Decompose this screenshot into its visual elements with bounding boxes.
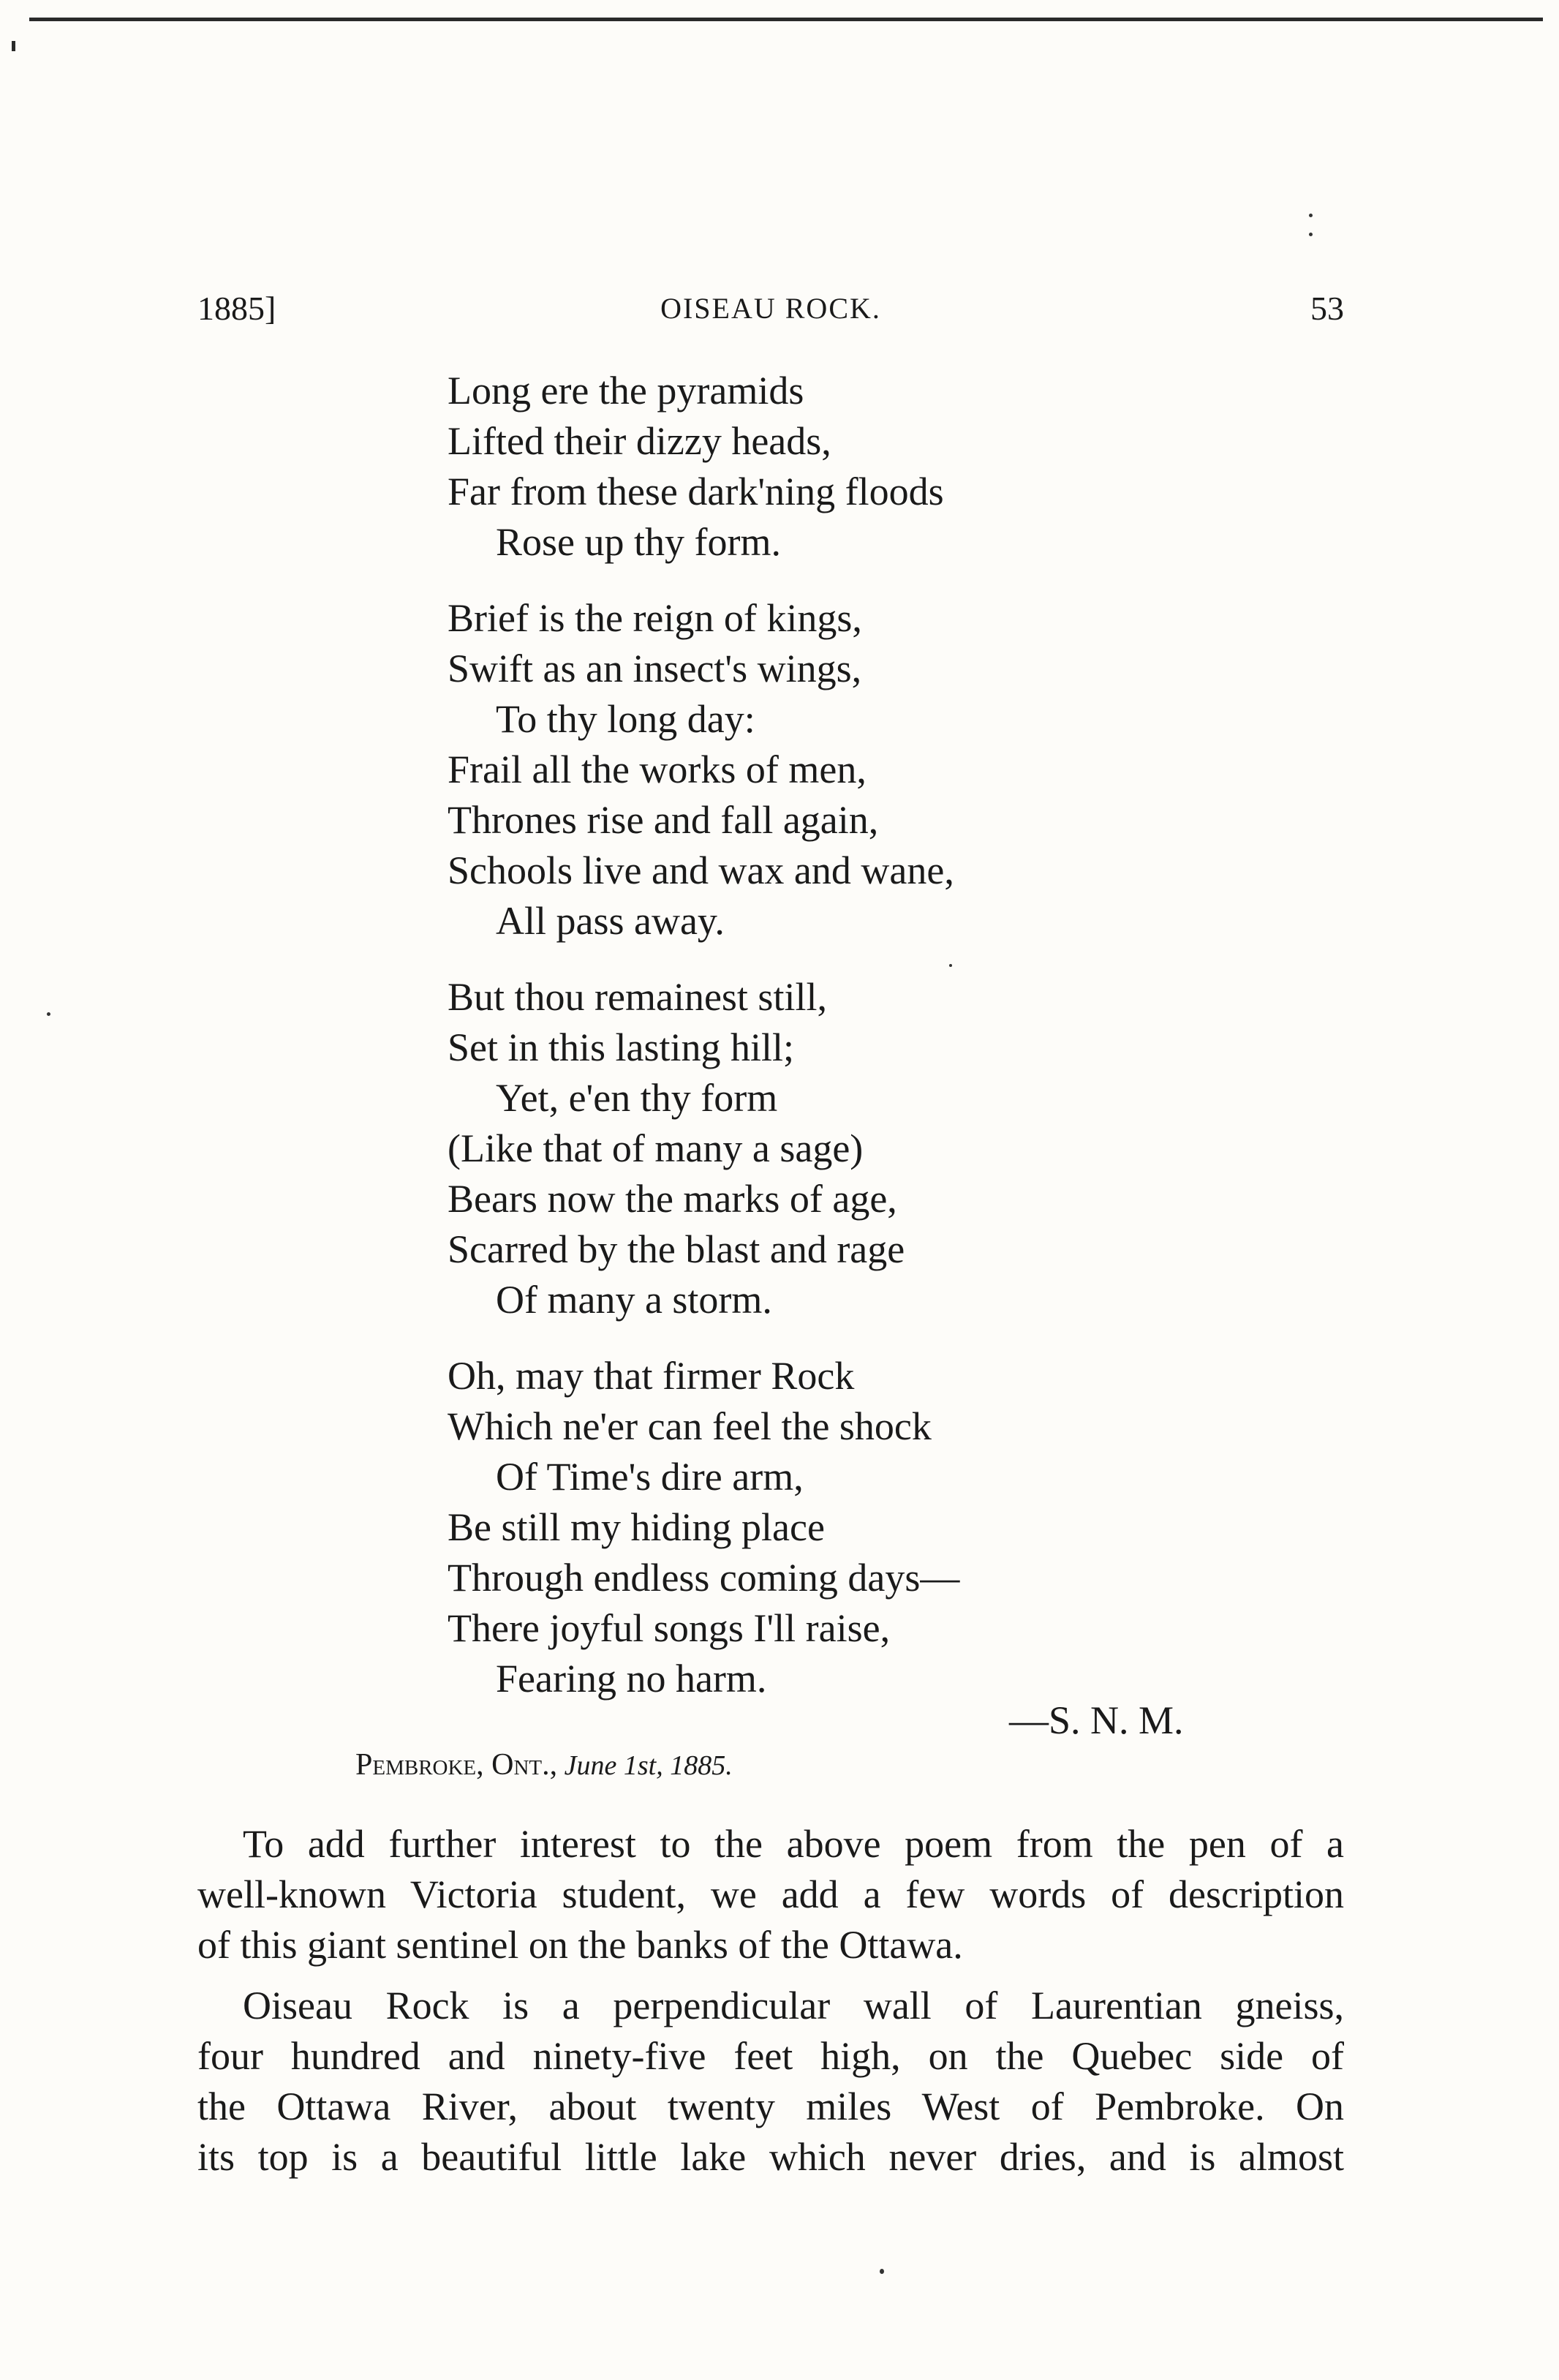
poem-line: Long ere the pyramids [448,369,804,413]
paragraph-gap [197,1970,1344,1981]
poem-line: Lifted their dizzy heads, [448,419,831,463]
poem-line: Be still my hiding place [448,1505,825,1549]
margin-mark [12,41,15,51]
poem-line: Through endless coming days— [448,1556,960,1600]
poem-line: Set in this lasting hill; [448,1025,795,1069]
poem-line: Scarred by the blast and rage [448,1227,905,1271]
poem-line: To thy long day: [496,697,755,741]
running-header [197,287,1344,331]
prose-body [197,1819,1344,2183]
poem-line: Yet, e'en thy form [496,1076,778,1120]
prose-line: well-known Victoria student, we add a few words of description [197,1872,1344,1916]
prose-line: its top is a beautiful little lake which never dries, and is almost [197,2135,1344,2179]
speck [1309,214,1313,217]
stanza [448,1351,1252,1704]
poem-line: All pass away. [496,899,725,943]
poem-dateline [355,1743,733,1788]
prose-line: Oiseau Rock is a perpendicular wall of Laurentian gneiss, [243,1984,1344,2027]
poem-line: Rose up thy form. [496,520,781,564]
page-number: 53 [1310,290,1344,327]
poem-line: But thou remainest still, [448,975,827,1019]
speck [949,964,952,967]
speck [1309,233,1313,236]
poem-line: Brief is the reign of kings, [448,596,862,640]
poem-line: Of Time's dire arm, [496,1455,804,1499]
header-year: 1885] [197,290,276,327]
poem-line: (Like that of many a sage) [448,1126,864,1170]
poem-line: Far from these dark'ning floods [448,470,944,513]
poem-line: Schools live and wax and wane, [448,848,954,892]
prose-line: of this giant sentinel on the banks of the Ottawa. [197,1923,963,1967]
top-rule [29,18,1543,21]
prose-line: four hundred and ninety-five feet high, on the Quebec side of [197,2034,1344,2078]
poem-line: Fearing no harm. [496,1657,767,1701]
poem-line: Oh, may that firmer Rock [448,1354,855,1398]
speck [880,2269,884,2274]
poem [448,366,1252,1730]
poem-line: Frail all the works of men, [448,747,867,791]
poem-signature: —S. N. M. [1009,1698,1184,1742]
poem-line: Swift as an insect's wings, [448,647,862,690]
poem-line: Of many a storm. [496,1278,772,1322]
poem-line: Which ne'er can feel the shock [448,1404,932,1448]
dateline-date: June 1st, 1885. [564,1750,733,1781]
stanza [448,366,1252,568]
poem-line: Bears now the marks of age, [448,1177,897,1221]
stanza [448,593,1252,946]
prose-line: To add further interest to the above poem from the pen of a [243,1822,1344,1866]
speck [47,1012,50,1016]
running-title: OISEAU ROCK. [660,292,881,325]
stanza [448,972,1252,1325]
prose-line: the Ottawa River, about twenty miles West of Pembroke. On [197,2085,1344,2128]
dateline-place: Pembroke, Ont., [355,1748,558,1782]
poem-line: Thrones rise and fall again, [448,798,879,842]
poem-line: There joyful songs I'll raise, [448,1606,891,1650]
